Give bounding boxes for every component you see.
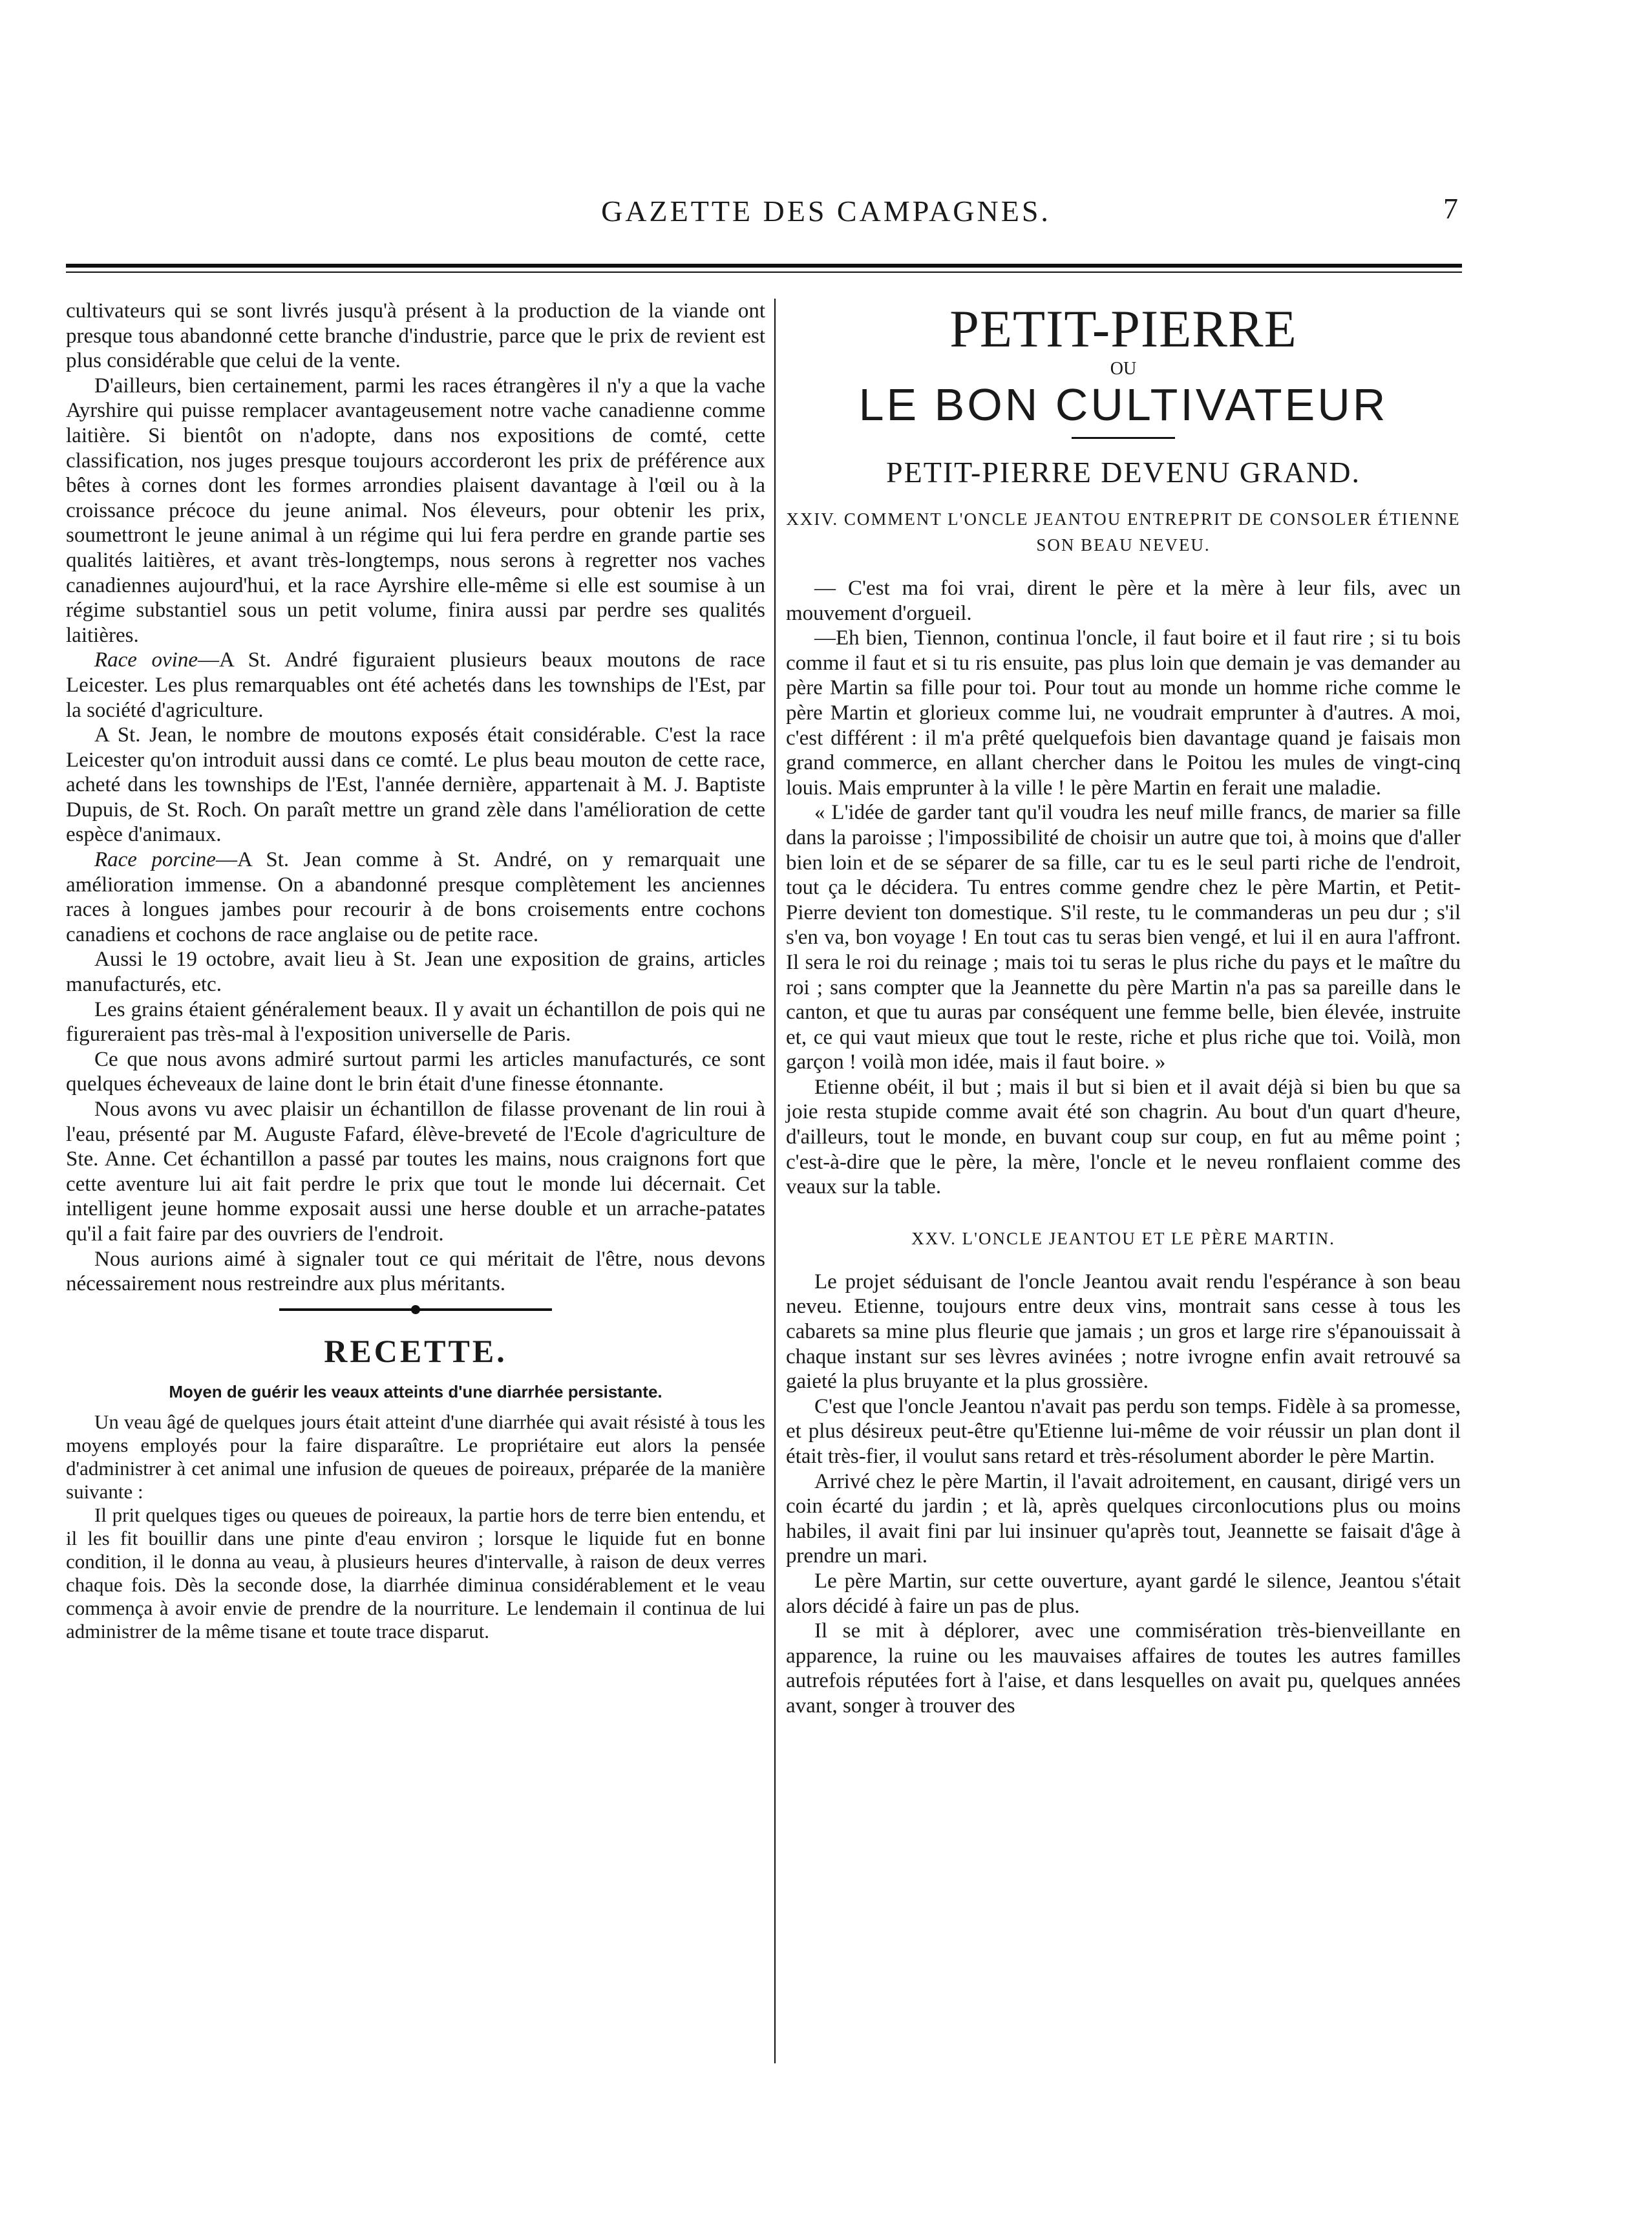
serial-subtitle: LE BON CULTIVATEUR	[858, 379, 1388, 430]
part-title: PETIT-PIERRE DEVENU GRAND.	[886, 456, 1361, 489]
article-paragraph: Aussi le 19 octobre, avait lieu à St. Jean une exposition de grains, articles manufacturés, etc.	[66, 948, 765, 997]
recette-paragraph: Un veau âgé de quelques jours était atteint d'une diarrhée qui avait résisté à tous les moyens employés pour la faire disparaître. Le propriétaire eut alors la pensée d'administrer à cet animal une infusion de queues de poireaux, préparée de la manière suivante :	[66, 1410, 765, 1503]
page-number: 7	[1443, 192, 1458, 225]
page-title: GAZETTE DES CAMPAGNES.	[601, 195, 1051, 228]
article-paragraph: Nous aurions aimé à signaler tout ce qui méritait de l'être, nous devons nécessairement nous restreindre aux plus méritants.	[66, 1247, 765, 1296]
recette-title: RECETTE.	[324, 1332, 507, 1369]
header-rule-thick	[66, 264, 1462, 268]
chapter-25-title: XXV. L'ONCLE JEANTOU ET LE PÈRE MARTIN.	[911, 1228, 1335, 1248]
chapter-paragraph: —Eh bien, Tiennon, continua l'oncle, il faut boire et il faut rire ; si tu bois comme il faut et si tu ris ensuite, pas plus loin que demain je vas demander au père Martin sa fille pour toi. Pour tout au monde un homme riche comme le père Martin et glorieux comme lui, ne voudrait emprunter à d'autres. A moi, c'est différent : il m'a prêté quelquefois bien davantage quand je faisais mon grand commerce, en allant chercher dans le Poitou les mules de vingt-cinq louis. Mais emprunter à la ville ! le père Martin en ferait une maladie.	[786, 626, 1461, 800]
recette-paragraph: Il prit quelques tiges ou queues de poireaux, la partie hors de terre bien entendu, et il les fit bouillir dans une pinte d'eau environ ; lorsque le liquide fut en bonne condition, il le donna au veau, à plusieurs heures d'intervalle, à raison de deux verres chaque fois. Dès la seconde dose, la diarrhée diminua considérablement et le veau commença à avoir envie de prendre de la nourriture. Le lendemain il continua de lui administrer de la même tisane et toute trace disparut.	[66, 1503, 765, 1643]
chapter-paragraph: Il se mit à déplorer, avec une commisération très-bienveillante en apparence, la ruine ou les mauvaises affaires de toutes les autres familles autrefois réputées fort à l'aise, et dans lesquelles on avait pu, quelques années avant, songer à trouver des	[786, 1619, 1461, 1718]
chapter-paragraph: Etienne obéit, il but ; mais il but si bien et il avait déjà si bien bu que sa joie resta stupide comme avait été son chagrin. Au bout d'un quart d'heure, d'ailleurs, tout le monde, en buvant coup sur coup, en fut au même point ; c'est-à-dire que le père, la mère, l'oncle et le neveu ronflaient comme des veaux sur la table.	[786, 1075, 1461, 1199]
title-rule	[1072, 437, 1175, 439]
article-paragraph: Nous avons vu avec plaisir un échantillon de filasse provenant de lin roui à l'eau, présenté par M. Auguste Fafard, élève-breveté de l'Ecole d'agriculture de Ste. Anne. Cet échantillon a passé par toutes les mains, nous craignons fort que cette aventure lui ait fait perdre le prix que tout le monde lui décernait. Cet intelligent jeune homme exposait aussi une herse double et un arrache-patates qu'il a fait faire par des ouvriers de l'endroit.	[66, 1098, 765, 1246]
article-paragraph: cultivateurs qui se sont livrés jusqu'à présent à la production de la viande ont presque tous abandonné cette branche d'industrie, parce que le prix de revient est plus considérable que celui de la vente.	[66, 299, 765, 373]
header-rule-thin	[66, 271, 1462, 273]
chapter-paragraph: Arrivé chez le père Martin, il l'avait adroitement, en causant, dirigé vers un coin écarté du jardin ; et là, après quelques circonlocutions plus ou moins habiles, il avait fini par lui insinuer qu'après tout, Jeannette se faisait d'âge à prendre un mari.	[786, 1469, 1461, 1568]
race-porcine-label: Race porcine	[94, 848, 216, 872]
article-paragraph: Les grains étaient généralement beaux. Il y avait un échantillon de pois qui ne figureraient pas très-mal à l'exposition universelle de Paris.	[66, 997, 765, 1047]
chapter-paragraph: — C'est ma foi vrai, dirent le père et la mère à leur fils, avec un mouvement d'orgueil.	[786, 577, 1461, 625]
recette-body	[66, 1410, 765, 1643]
race-ovine-label: Race ovine	[94, 648, 198, 672]
ornament-rule-icon	[66, 1297, 765, 1323]
chapter-paragraph: Le père Martin, sur cette ouverture, ayant gardé le silence, Jeantou s'était alors décidé à faire un pas de plus.	[786, 1569, 1461, 1618]
race-porcine-text: —A St. Jean comme à St. André, on y remarquait une amélioration immense. On a abandonné presque complètement les anciennes races à longues jambes pour recourir à de bons croisements entre cochons canadiens et cochons de race anglaise ou de petite race.	[66, 848, 765, 946]
article-paragraph: A St. Jean, le nombre de moutons exposés était considérable. C'est la race Leicester qu'on introduit aussi dans ce comté. Le plus beau mouton de cette race, acheté dans les townships de l'Est, l'année dernière, appartenait à M. J. Baptiste Dupuis, de St. Roch. On paraît mettre un grand zèle dans l'amélioration de cette espèce d'animaux.	[66, 723, 765, 847]
article-paragraph: Ce que nous avons admiré surtout parmi les articles manufacturés, ce sont quelques écheveaux de laine dont le brin était d'une finesse étonnante.	[66, 1047, 765, 1096]
chapter-paragraph: C'est que l'oncle Jeantou n'avait pas perdu son temps. Fidèle à sa promesse, et plus désireux peut-être qu'Etienne lui-même de voir réussir un plan dont il était très-fier, il voulut sans retard et très-résolument aborder le père Martin.	[786, 1394, 1461, 1468]
chapter-paragraph: Le projet séduisant de l'oncle Jeantou avait rendu l'espérance à son beau neveu. Etienne, toujours entre deux vins, montrait sans cesse à tous les cabarets sa mine plus fleurie que jamais ; un gros et large rire s'épanouissait à chaque instant sur ses lèvres avinées ; notre ivrogne enfin avait retrouvé sa gaieté la plus bruyante et la plus grossière.	[786, 1270, 1461, 1394]
recette-subtitle: Moyen de guérir les veaux atteints d'une diarrhée persistante.	[169, 1381, 662, 1401]
section-ornament	[66, 1297, 765, 1323]
race-ovine-text: —A St. André figuraient plusieurs beaux moutons de race Leicester. Les plus remarquables ont été achetés dans les townships de l'Est, par la société d'agriculture.	[66, 648, 765, 722]
chapter-24-title: XXIV. COMMENT L'ONCLE JEANTOU ENTREPRIT DE CONSOLER ÉTIENNE SON BEAU NEVEU.	[786, 509, 1461, 555]
left-column	[66, 299, 765, 1643]
serial-ou: OU	[1110, 359, 1137, 379]
race-porcine-paragraph	[66, 847, 765, 947]
chapter-paragraph: « L'idée de garder tant qu'il voudra les neuf mille francs, de marier sa fille dans la paroisse ; l'impossibilité de choisir un autre que toi, à moins que d'aller bien loin et de se séparer de sa fille, car tu es le seul parti riche de l'endroit, tout ça le décidera. Tu entres comme gendre chez le père Martin, et Petit-Pierre devient ton domestique. S'il reste, tu le commanderas un peu dur ; s'il s'en va, bon voyage ! En tout cas tu seras bien vengé, et lui il en aura l'affront. Il sera le roi du reinage ; mais toi tu seras le plus riche du pays et le maître du roi ; sans compter que la Jeannette du père Martin n'a pas sa pareille dans le canton, et que tu auras par conséquent une femme belle, bien élevée, instruite et, ce qui vaut mieux que tout le reste, riche et plus riche que toi. Voilà, mon garçon ! voilà mon idée, mais il faut boire. »	[786, 801, 1461, 1074]
page-header	[0, 194, 1652, 239]
right-column	[786, 299, 1461, 1719]
race-ovine-paragraph	[66, 648, 765, 723]
article-paragraph: D'ailleurs, bien certainement, parmi les races étrangères il n'y a que la vache Ayrshire qui puisse remplacer avantageusement notre vache canadienne comme laitière. Si bientôt on n'adopte, dans nos expositions de comté, cette classification, nos juges presque toujours accorderont les prix de préférence aux bêtes à cornes dont les formes arrondies plaisent davantage à l'œil ou à la croissance précoce du jeune animal. Nos éleveurs, pour obtenir les prix, soumettront le jeune animal à un régime qui lui fera perdre en grande partie ses qualités laitières, et avant très-longtemps, nous serons à regretter nos vaches canadiennes aujourd'hui, et la race Ayrshire elle-même si elle est soumise à un régime substantiel sous un petit volume, finira aussi par perdre ses qualités laitières.	[66, 374, 765, 647]
serial-title: PETIT-PIERRE	[949, 299, 1297, 358]
column-divider	[774, 299, 776, 2063]
